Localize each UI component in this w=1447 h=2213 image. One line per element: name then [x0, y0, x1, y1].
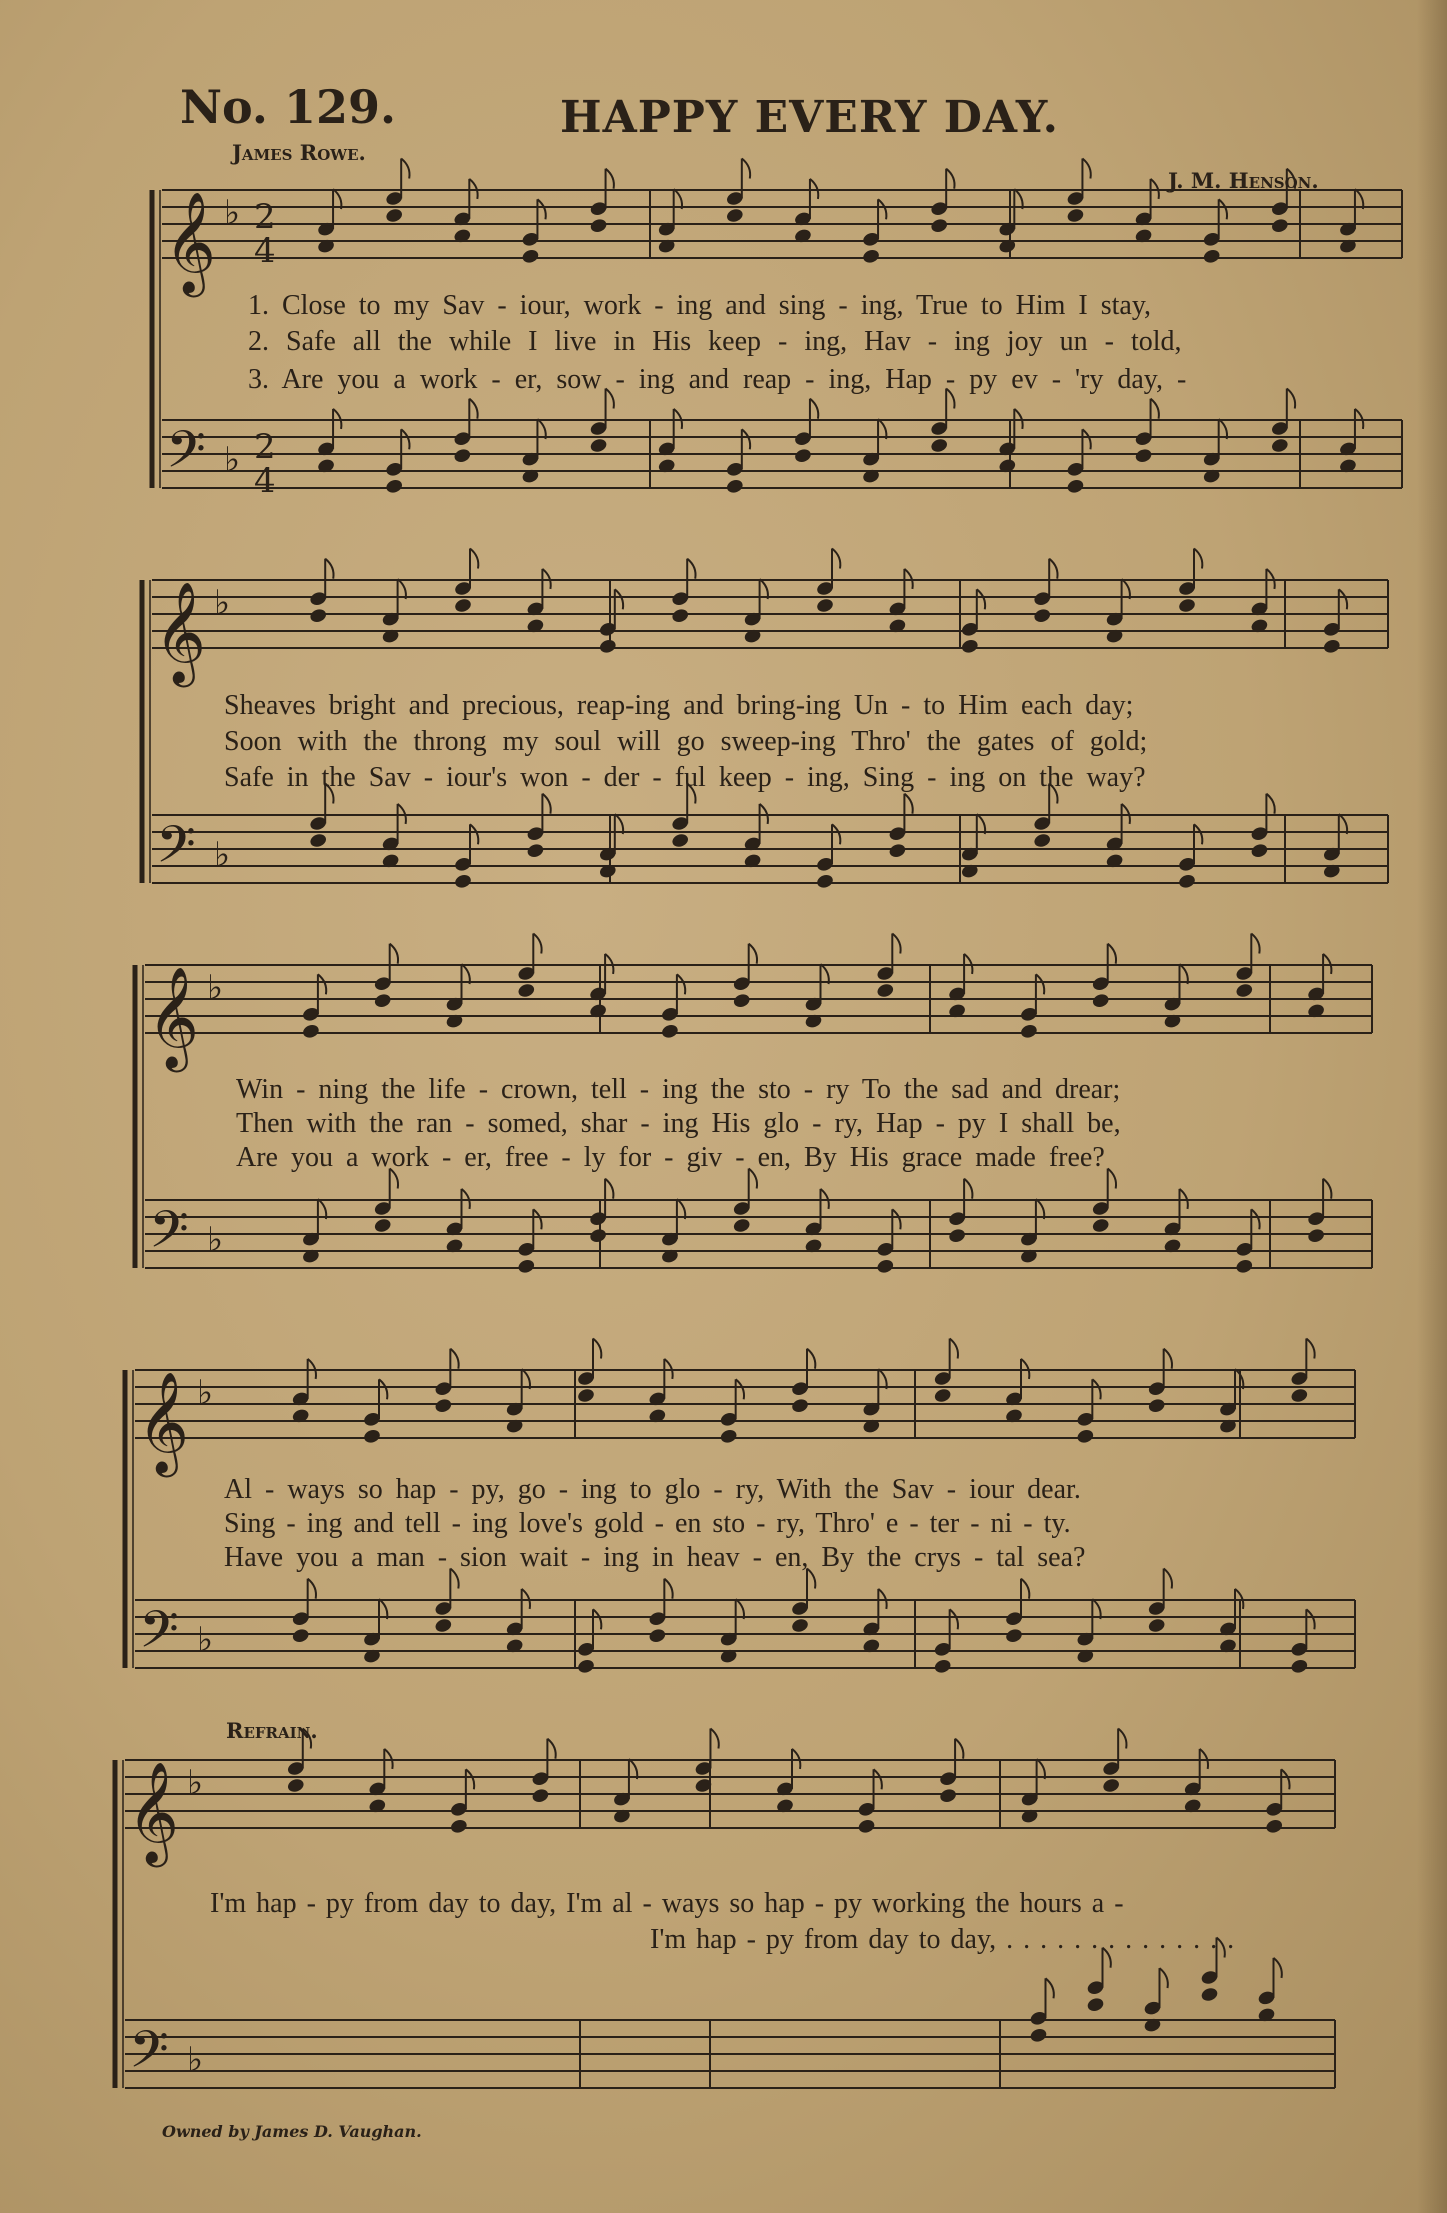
- lyricist-credit: James Rowe.: [232, 140, 366, 165]
- note-flag: [379, 1379, 387, 1399]
- note-head: [1066, 207, 1085, 224]
- note-head: [434, 1617, 453, 1634]
- flat-icon: ♭: [214, 835, 231, 875]
- note-flag: [955, 1739, 963, 1759]
- note-flag: [1151, 399, 1159, 419]
- note-flag: [533, 1209, 541, 1229]
- bass-clef-icon: 𝄢: [139, 1599, 179, 1672]
- note-flag: [469, 399, 477, 419]
- note-head: [453, 447, 472, 464]
- note-flag: [1355, 409, 1363, 429]
- note-flag: [1194, 549, 1202, 569]
- note-head: [517, 982, 536, 999]
- composer-credit: J. M. Henson.: [1168, 168, 1319, 193]
- note-flag: [874, 1769, 882, 1789]
- verse-line-s1-3: 3. Are you a work - er, sow - ing and reap - ing, Hap - py ev - 'ry day, -: [248, 364, 1187, 395]
- note-flag: [664, 1359, 672, 1379]
- note-flag: [1287, 169, 1295, 189]
- flat-icon: ♭: [224, 440, 241, 480]
- note-head: [1270, 437, 1289, 454]
- note-head: [1066, 478, 1085, 495]
- flat-icon: ♭: [207, 968, 224, 1008]
- note-flag: [450, 1349, 458, 1369]
- note-flag: [742, 429, 750, 449]
- note-head: [930, 437, 949, 454]
- flat-icon: ♭: [197, 1373, 214, 1413]
- note-flag: [674, 409, 682, 429]
- note-flag: [964, 1179, 972, 1199]
- hymn-title: HAPPY EVERY DAY.: [560, 92, 1059, 143]
- note-head: [453, 873, 472, 890]
- note-head: [589, 217, 608, 234]
- note-head: [933, 1387, 952, 1404]
- note-head: [291, 1627, 310, 1644]
- flat-icon: ♭: [187, 1763, 204, 1803]
- note-head: [301, 1023, 320, 1040]
- note-flag: [832, 549, 840, 569]
- note-flag: [736, 1379, 744, 1399]
- bass-clef-icon: 𝄢: [166, 419, 206, 492]
- bass-clef-icon: 𝄢: [129, 2019, 169, 2092]
- note-head: [1091, 1217, 1110, 1234]
- bass-clef-icon: 𝄢: [149, 1199, 189, 1272]
- note-head: [362, 1428, 381, 1445]
- note-head: [286, 1777, 305, 1794]
- note-head: [1091, 992, 1110, 1009]
- treble-clef-icon: 𝄞: [147, 965, 200, 1068]
- note-head: [1147, 1397, 1166, 1414]
- note-head: [815, 873, 834, 890]
- note-flag: [606, 169, 614, 189]
- flat-icon: ♭: [224, 193, 241, 233]
- note-flag: [710, 1729, 718, 1749]
- note-head: [1235, 982, 1254, 999]
- note-flag: [470, 824, 478, 844]
- note-flag: [318, 974, 326, 994]
- note-head: [1086, 1996, 1105, 2013]
- note-flag: [547, 1739, 555, 1759]
- note-head: [725, 478, 744, 495]
- note-head: [948, 1227, 967, 1244]
- note-head: [719, 1428, 738, 1445]
- note-head: [1134, 447, 1153, 464]
- note-head: [1290, 1387, 1309, 1404]
- note-flag: [470, 549, 478, 569]
- note-flag: [977, 589, 985, 609]
- note-flag: [664, 1579, 672, 1599]
- note-head: [648, 1627, 667, 1644]
- note-head: [939, 1787, 958, 1804]
- note-flag: [1200, 1749, 1208, 1769]
- note-flag: [1046, 1978, 1054, 1998]
- note-flag: [333, 409, 341, 429]
- note-flag: [1160, 1968, 1168, 1988]
- note-head: [589, 437, 608, 454]
- note-head: [888, 842, 907, 859]
- note-flag: [1180, 1189, 1188, 1209]
- note-flag: [1287, 389, 1295, 409]
- note-flag: [1306, 1339, 1314, 1359]
- note-flag: [1036, 974, 1044, 994]
- note-flag: [1151, 179, 1159, 199]
- treble-clef-icon: 𝄞: [127, 1760, 180, 1863]
- note-flag: [878, 199, 886, 219]
- note-flag: [469, 179, 477, 199]
- note-flag: [807, 1349, 815, 1369]
- note-head: [660, 1023, 679, 1040]
- note-flag: [878, 1589, 886, 1609]
- note-head: [930, 217, 949, 234]
- note-head: [373, 992, 392, 1009]
- time-sig-top: 2: [254, 197, 276, 237]
- note-flag: [1082, 159, 1090, 179]
- time-sig-bottom: 4: [254, 231, 276, 271]
- note-head: [933, 1658, 952, 1675]
- time-sig-top: 2: [254, 427, 276, 467]
- note-flag: [946, 169, 954, 189]
- note-flag: [1266, 569, 1274, 589]
- note-head: [725, 207, 744, 224]
- note-head: [309, 832, 328, 849]
- verse-line-s2-2: Soon with the throng my soul will go sweep-ing Thro' the gates of gold;: [224, 726, 1148, 757]
- note-head: [857, 1818, 876, 1835]
- hymn-number: No. 129.: [180, 80, 396, 134]
- note-flag: [749, 944, 757, 964]
- note-head: [1235, 1258, 1254, 1275]
- note-flag: [687, 559, 695, 579]
- note-flag: [542, 794, 550, 814]
- note-flag: [401, 159, 409, 179]
- refrain-line-2: I'm hap - py from day to day, . . . . . . . . . . . . . .: [650, 1924, 1235, 1955]
- note-head: [1177, 597, 1196, 614]
- note-flag: [308, 1359, 316, 1379]
- note-flag: [677, 974, 685, 994]
- note-head: [385, 207, 404, 224]
- note-flag: [1021, 1579, 1029, 1599]
- note-head: [790, 1617, 809, 1634]
- note-flag: [792, 1749, 800, 1769]
- note-flag: [325, 559, 333, 579]
- note-flag: [1164, 1349, 1172, 1369]
- copyright-footer: Owned by James D. Vaughan.: [162, 2122, 422, 2141]
- note-head: [1177, 873, 1196, 890]
- note-flag: [1118, 1729, 1126, 1749]
- note-head: [385, 478, 404, 495]
- note-head: [453, 597, 472, 614]
- note-head: [732, 992, 751, 1009]
- note-flag: [1092, 1379, 1100, 1399]
- note-head: [1202, 248, 1221, 265]
- verse-line-s3-1: Win - ning the life - crown, tell - ing the sto - ry To the sad and drear;: [236, 1074, 1121, 1105]
- note-flag: [810, 399, 818, 419]
- note-flag: [390, 944, 398, 964]
- note-head: [449, 1818, 468, 1835]
- flat-icon: ♭: [214, 583, 231, 623]
- note-head: [1265, 1818, 1284, 1835]
- note-flag: [1164, 1569, 1172, 1589]
- note-flag: [615, 589, 623, 609]
- note-flag: [537, 199, 545, 219]
- note-flag: [1219, 199, 1227, 219]
- note-head: [517, 1258, 536, 1275]
- note-flag: [1281, 1769, 1289, 1789]
- note-head: [576, 1387, 595, 1404]
- treble-clef-icon: 𝄞: [154, 580, 207, 683]
- note-flag: [1194, 824, 1202, 844]
- note-flag: [1266, 794, 1274, 814]
- note-head: [1270, 217, 1289, 234]
- note-head: [790, 1397, 809, 1414]
- verse-line-s3-3: Are you a work - er, free - ly for - giv - en, By His grace made free?: [236, 1142, 1105, 1173]
- note-head: [1102, 1777, 1121, 1794]
- note-flag: [1108, 944, 1116, 964]
- note-flag: [1251, 934, 1259, 954]
- note-head: [1250, 842, 1269, 859]
- note-head: [576, 1658, 595, 1675]
- note-head: [1290, 1658, 1309, 1675]
- note-head: [671, 607, 690, 624]
- note-head: [1147, 1617, 1166, 1634]
- note-flag: [904, 794, 912, 814]
- note-head: [1019, 1023, 1038, 1040]
- note-head: [1076, 1428, 1095, 1445]
- note-flag: [892, 1209, 900, 1229]
- verse-line-s2-1: Sheaves bright and precious, reap-ing and bring-ing Un - to Him each day;: [224, 690, 1134, 721]
- note-flag: [1251, 1209, 1259, 1229]
- note-flag: [593, 1339, 601, 1359]
- treble-clef-icon: 𝄞: [164, 190, 217, 293]
- note-head: [1033, 607, 1052, 624]
- note-flag: [605, 1179, 613, 1199]
- note-head: [671, 832, 690, 849]
- flat-icon: ♭: [207, 1220, 224, 1260]
- note-head: [309, 607, 328, 624]
- verse-line-s4-2: Sing - ing and tell - ing love's gold - en sto - ry, Thro' e - ter - ni - ty.: [224, 1508, 1071, 1539]
- note-head: [876, 982, 895, 999]
- verse-line-s4-3: Have you a man - sion wait - ing in heav - en, By the crys - tal sea?: [224, 1542, 1086, 1573]
- note-head: [1322, 638, 1341, 655]
- note-flag: [964, 954, 972, 974]
- verse-line-s3-2: Then with the ran - somed, shar - ing His glo - ry, Hap - py I shall be,: [236, 1108, 1121, 1139]
- note-flag: [1339, 589, 1347, 609]
- note-head: [793, 447, 812, 464]
- note-flag: [1122, 804, 1130, 824]
- note-head: [861, 248, 880, 265]
- note-flag: [593, 1609, 601, 1629]
- note-flag: [1049, 559, 1057, 579]
- note-flag: [1021, 1359, 1029, 1379]
- note-flag: [522, 1589, 530, 1609]
- note-flag: [1274, 1958, 1282, 1978]
- note-flag: [1323, 1179, 1331, 1199]
- note-head: [1029, 2027, 1048, 2044]
- note-head: [815, 597, 834, 614]
- note-flag: [605, 954, 613, 974]
- note-flag: [542, 569, 550, 589]
- note-head: [598, 638, 617, 655]
- note-head: [373, 1217, 392, 1234]
- note-head: [732, 1217, 751, 1234]
- note-flag: [533, 934, 541, 954]
- verse-line-s4-1: Al - ways so hap - py, go - ing to glo - ry, With the Sav - iour dear.: [224, 1474, 1081, 1505]
- refrain-line-1: I'm hap - py from day to day, I'm al - ways so hap - py working the hours a -: [210, 1888, 1124, 1919]
- refrain-label: Refrain.: [226, 1718, 318, 1743]
- note-flag: [308, 1579, 316, 1599]
- verse-line-s1-1: 1. Close to my Sav - iour, work - ing and sing - ing, True to Him I stay,: [248, 290, 1152, 321]
- note-head: [526, 842, 545, 859]
- note-flag: [950, 1339, 958, 1359]
- note-head: [876, 1258, 895, 1275]
- flat-icon: ♭: [187, 2040, 204, 2080]
- note-flag: [821, 1189, 829, 1209]
- note-flag: [398, 804, 406, 824]
- note-head: [531, 1787, 550, 1804]
- note-flag: [1323, 954, 1331, 974]
- note-head: [521, 248, 540, 265]
- note-head: [1200, 1986, 1219, 2003]
- time-sig-bottom: 4: [254, 461, 276, 501]
- note-flag: [832, 824, 840, 844]
- note-flag: [950, 1609, 958, 1629]
- note-flag: [1306, 1609, 1314, 1629]
- note-head: [1004, 1627, 1023, 1644]
- note-flag: [760, 804, 768, 824]
- note-flag: [904, 569, 912, 589]
- note-flag: [384, 1749, 392, 1769]
- note-flag: [742, 159, 750, 179]
- note-flag: [892, 934, 900, 954]
- bass-clef-icon: 𝄢: [156, 814, 196, 887]
- note-head: [1033, 832, 1052, 849]
- note-flag: [462, 1189, 470, 1209]
- note-head: [1307, 1227, 1326, 1244]
- note-flag: [466, 1769, 474, 1789]
- note-flag: [810, 179, 818, 199]
- note-flag: [1014, 409, 1022, 429]
- verse-line-s2-3: Safe in the Sav - iour's won - der - ful keep - ing, Sing - ing on the way?: [224, 762, 1146, 793]
- note-flag: [401, 429, 409, 449]
- note-flag: [1108, 1169, 1116, 1189]
- flat-icon: ♭: [197, 1620, 214, 1660]
- verse-line-s1-2: 2. Safe all the while I live in His keep - ing, Hav - ing joy un - told,: [248, 326, 1182, 357]
- note-head: [434, 1397, 453, 1414]
- note-head: [960, 638, 979, 655]
- treble-clef-icon: 𝄞: [137, 1370, 190, 1473]
- note-flag: [1082, 429, 1090, 449]
- note-head: [589, 1227, 608, 1244]
